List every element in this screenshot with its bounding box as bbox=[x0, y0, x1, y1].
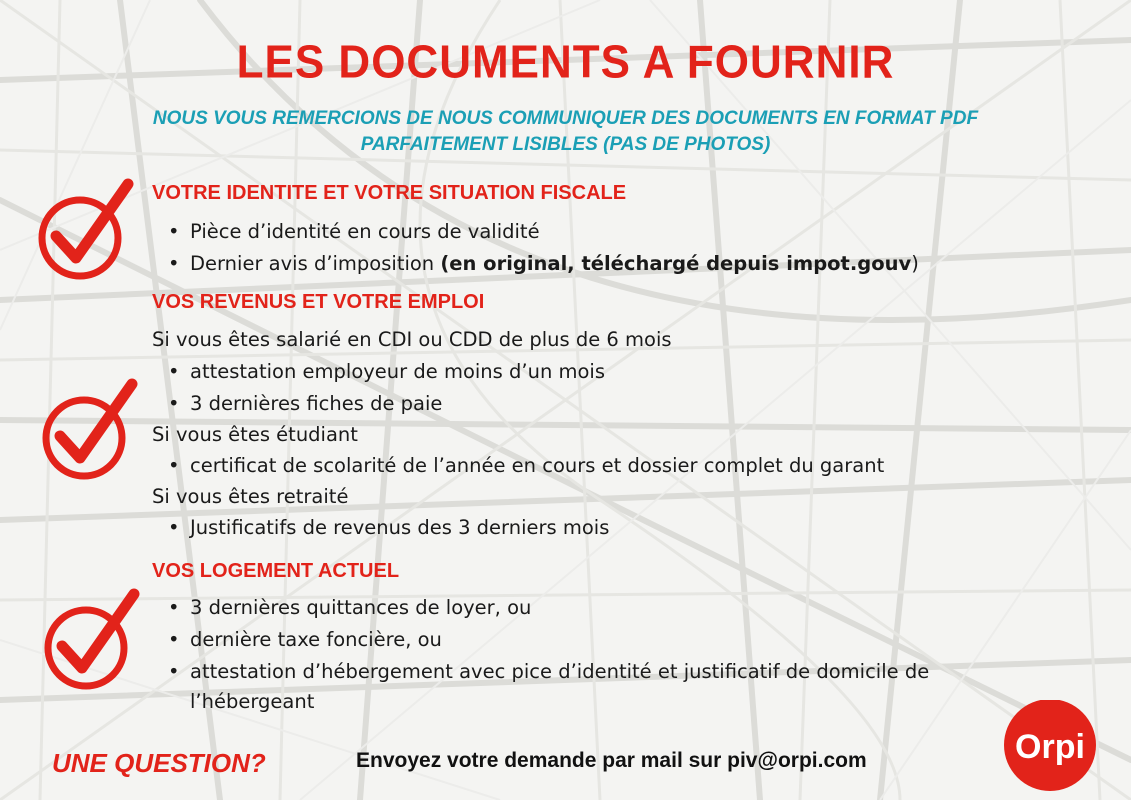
bullet-dot: • bbox=[168, 628, 180, 651]
bullet-dot: • bbox=[168, 392, 180, 415]
list-item: attestation employeur de moins d’un mois bbox=[190, 360, 606, 383]
footer-mail-text: Envoyez votre demande par mail sur piv@orpi.com bbox=[356, 749, 867, 772]
list-item: attestation d’hébergement avec pice d’identité et justificatif de domicile de bbox=[190, 660, 930, 683]
list-item: 3 dernières fiches de paie bbox=[190, 392, 443, 415]
footer-question: UNE QUESTION? bbox=[52, 748, 266, 778]
checkmark-icon bbox=[38, 378, 138, 483]
section-title-identity: VOTRE IDENTITE ET VOTRE SITUATION FISCALE bbox=[152, 182, 627, 204]
group-label: Si vous êtes étudiant bbox=[152, 423, 358, 446]
list-item: Pièce d’identité en cours de validité bbox=[190, 220, 540, 243]
checkmark-icon bbox=[40, 588, 140, 693]
bullet-dot: • bbox=[168, 660, 180, 683]
page-title: LES DOCUMENTS A FOURNIR bbox=[236, 36, 895, 89]
list-item: dernière taxe foncière, ou bbox=[190, 628, 442, 651]
subtitle-line-1: NOUS VOUS REMERCIONS DE NOUS COMMUNIQUER DES DOCUMENTS EN FORMAT PDF bbox=[152, 108, 979, 129]
bullet-dot: • bbox=[168, 454, 180, 477]
bullet-dot: • bbox=[168, 360, 180, 383]
list-item: certificat de scolarité de l’année en cours et dossier complet du garant bbox=[190, 454, 885, 477]
section-title-income: VOS REVENUS ET VOTRE EMPLOI bbox=[152, 291, 485, 313]
tax-notice-closing: ) bbox=[911, 252, 919, 275]
subtitle bbox=[60, 106, 1071, 158]
logo-text: Orpi bbox=[1015, 728, 1085, 766]
tax-notice-text: Dernier avis d’imposition bbox=[190, 252, 441, 275]
checkmark-icon bbox=[34, 178, 134, 283]
tax-notice-bold-text: (en original, téléchargé depuis impot.gouv bbox=[440, 252, 912, 275]
list-item: 3 dernières quittances de loyer, ou bbox=[190, 596, 532, 619]
subtitle-line-2: PARFAITEMENT LISIBLES (PAS DE PHOTOS) bbox=[360, 134, 771, 155]
bullet-dot: • bbox=[168, 220, 180, 243]
group-label: Si vous êtes salarié en CDI ou CDD de plus de 6 mois bbox=[152, 328, 672, 351]
section-title-housing: VOS LOGEMENT ACTUEL bbox=[152, 560, 400, 582]
bullet-dot: • bbox=[168, 252, 180, 275]
group-label: Si vous êtes retraité bbox=[152, 485, 349, 508]
orpi-logo bbox=[1000, 700, 1100, 800]
bullet-dot: • bbox=[168, 516, 180, 539]
bullet-dot: • bbox=[168, 596, 180, 619]
list-item: Justificatifs de revenus des 3 derniers mois bbox=[190, 516, 610, 539]
list-item-continuation: l’hébergeant bbox=[190, 690, 315, 713]
list-item-tax-notice bbox=[190, 252, 919, 275]
